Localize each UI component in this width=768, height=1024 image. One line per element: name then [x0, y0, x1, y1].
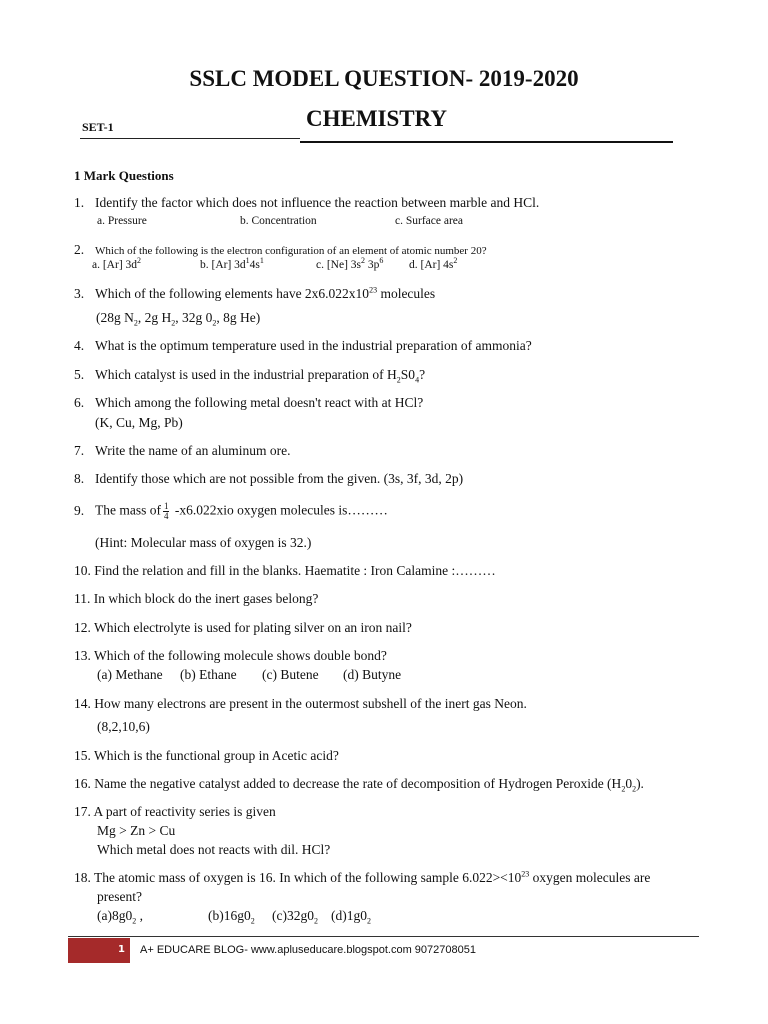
question-5: 5. Which catalyst is used in the industrial preparation of $H_2S0_4$?: [74, 367, 426, 385]
question-3: 3. Which of the following elements have $2x6.022x10^{23}$ molecules: [74, 285, 436, 301]
q3-choices: (28g $N_2$, 2g $H_2$, 32g $0_2$, 8g He): [96, 310, 261, 328]
q2-option-a: a. [Ar] $3d^2$: [92, 256, 142, 271]
q18-option-d: $(d)1g0_2$: [331, 908, 371, 926]
q1-option-b: b. Concentration: [240, 215, 317, 227]
question-8: 8. Identify those which are not possible from the given. (3s, 3f, 3d, 2p): [74, 471, 464, 486]
question-4: 4. What is the optimum temperature used in the industrial preparation of ammonia?: [74, 338, 532, 353]
q6-choices: (K, Cu, Mg, Pb): [95, 415, 183, 430]
question-2: 2. Which of the following is the electron configuration of an element of atomic number 20?: [74, 242, 487, 257]
question-11: 11. In which block do the inert gases belong?: [74, 591, 319, 606]
q2-option-d: d. [Ar] $4s^2$: [409, 256, 458, 271]
question-18: 18. The atomic mass of oxygen is 16. In which of the following sample $6.022><10^{23}$ oxygen molecules are: [74, 869, 651, 885]
page-number: 1: [118, 944, 125, 955]
footer-text: A+ EDUCARE BLOG- www.apluseducare.blogspot.com 9072708051: [140, 944, 476, 956]
footer-rule: [68, 936, 699, 937]
q9-hint: (Hint: Molecular mass of oxygen is 32.): [95, 535, 312, 550]
q14-choices: (8,2,10,6): [97, 719, 150, 734]
set-label: SET-1: [82, 120, 114, 134]
question-1: 1. Identify the factor which does not influence the reaction between marble and HCl.: [74, 195, 540, 210]
q1-option-c: c. Surface area: [395, 215, 463, 227]
document-title: SSLC MODEL QUESTION- 2019-2020: [189, 66, 579, 91]
section-heading: 1 Mark Questions: [74, 168, 174, 183]
question-7: 7. Write the name of an aluminum ore.: [74, 443, 291, 458]
question-9: 9. The mass of $\frac{1}{4}$ -x6.022xio oxygen molecules is………: [74, 501, 388, 521]
subject-heading: CHEMISTRY: [306, 106, 448, 131]
q17-reactivity-series: Mg > Zn > Cu: [97, 823, 176, 838]
q18-line2: present?: [97, 889, 142, 904]
question-16: 16. Name the negative catalyst added to decrease the rate of decomposition of Hydrogen Peroxide $(H_20_2)$.: [74, 776, 644, 794]
header-rule-thin: [80, 138, 300, 139]
q13-option-c: (c) Butene: [262, 667, 319, 682]
q17-sub-question: Which metal does not reacts with dil. HCl?: [97, 842, 331, 857]
q13-option-b: (b) Ethane: [180, 667, 237, 682]
q2-option-c: c. [Ne] $3s^2$ $3p^6$: [316, 256, 384, 271]
question-12: 12. Which electrolyte is used for plating silver on an iron nail?: [74, 620, 412, 635]
q2-option-b: b. [Ar] $3d^14s^1$: [200, 256, 264, 271]
question-15: 15. Which is the functional group in Acetic acid?: [74, 748, 339, 763]
q18-option-b: $(b)16g0_2$: [208, 908, 255, 926]
question-10: 10. Find the relation and fill in the blanks. Haematite : Iron Calamine :………: [74, 563, 496, 578]
q13-option-d: (d) Butyne: [343, 667, 402, 682]
fraction-one-quarter: $\frac{1}{4}$: [163, 501, 169, 521]
header-rule-thick: [300, 141, 673, 143]
q1-option-a: a. Pressure: [97, 215, 147, 227]
q13-option-a: (a) Methane: [97, 667, 163, 682]
q18-option-c: $(c)32g0_2$: [272, 908, 318, 926]
question-6: 6. Which among the following metal doesn't react with at HCl?: [74, 395, 424, 410]
question-14: 14. How many electrons are present in the outermost subshell of the inert gas Neon.: [74, 696, 527, 711]
q18-option-a: $(a)8g0_2$ ,: [97, 908, 143, 926]
question-13: 13. Which of the following molecule shows double bond?: [74, 648, 387, 663]
question-17: 17. A part of reactivity series is given: [74, 804, 276, 819]
